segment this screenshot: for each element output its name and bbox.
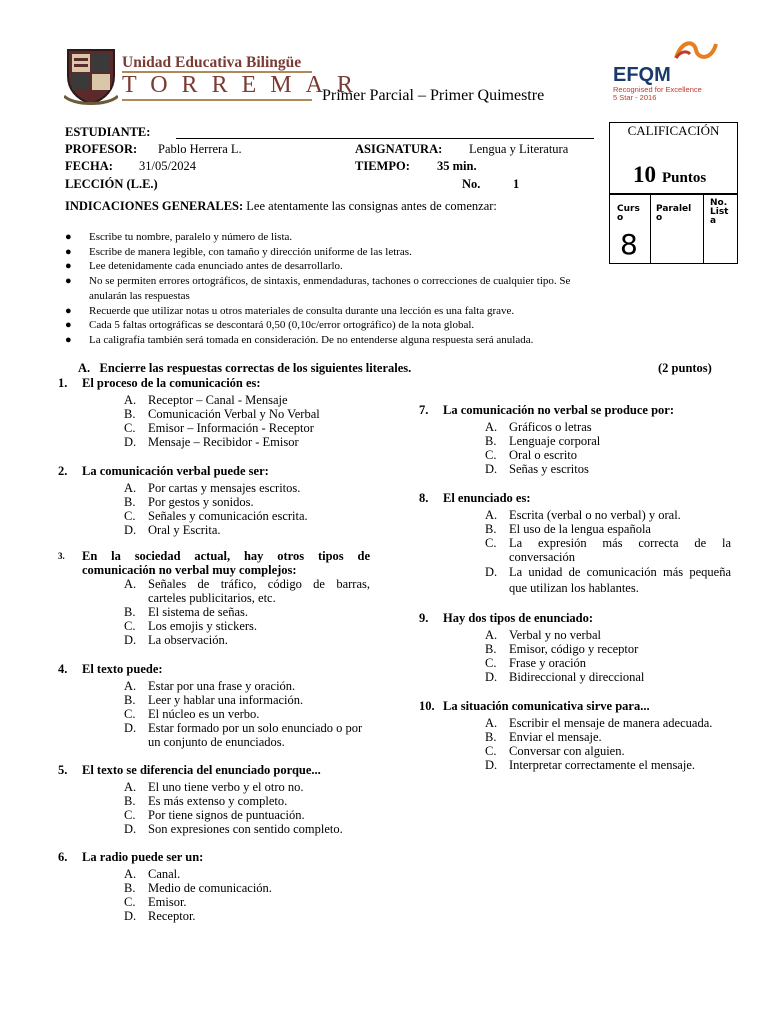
question-text: La situación comunicativa sirve para... — [443, 699, 650, 713]
question-6 — [58, 850, 370, 923]
question-number: 6. — [58, 850, 68, 864]
answer-option[interactable]: D. Son expresiones con sentido completo. — [124, 822, 343, 836]
answer-option[interactable]: A. Receptor – Canal - Mensaje — [124, 393, 288, 407]
grade-divider-vertical-1 — [650, 193, 651, 264]
answer-option[interactable]: A. Estar por una frase y oración. — [124, 679, 296, 693]
teacher-label: PROFESOR: — [65, 142, 138, 156]
instruction-item: ● Lee detenidamente cada enunciado antes de desarrollarlo. — [65, 259, 610, 274]
question-2 — [58, 464, 370, 537]
list-number-label: No. Lista — [710, 198, 729, 226]
instruction-item: ● La caligrafía también será tomada en consideración. De no entenderse alguna respuesta será anulada. — [65, 333, 610, 348]
school-name-underline — [122, 99, 312, 101]
question-number: 3. — [58, 551, 65, 561]
question-4 — [58, 662, 370, 749]
question-number: 4. — [58, 662, 68, 676]
question-number: 1. — [58, 376, 68, 390]
answer-option[interactable]: D. Oral y Escrita. — [124, 523, 221, 537]
answer-option[interactable]: C. Los emojis y stickers. — [124, 619, 258, 633]
answer-option[interactable]: C. La expresión más correcta de la conversación — [485, 536, 731, 564]
question-text: El texto se diferencia del enunciado porque... — [82, 763, 321, 777]
answer-option[interactable]: B. Enviar el mensaje. — [485, 730, 602, 744]
efqm-recognition — [613, 86, 702, 102]
answer-option[interactable]: D. La observación. — [124, 633, 228, 647]
answer-option[interactable]: C. Conversar con alguien. — [485, 744, 625, 758]
grade-divider-horizontal — [609, 193, 738, 195]
question-7 — [419, 403, 731, 476]
answer-option[interactable]: B. Lenguaje corporal — [485, 434, 601, 448]
instructions-heading — [65, 199, 497, 214]
answer-option[interactable]: D. Receptor. — [124, 909, 196, 923]
answer-option[interactable]: A. Escribir el mensaje de manera adecuada. — [485, 716, 713, 730]
question-3 — [58, 549, 370, 647]
course-value: 8 — [620, 228, 638, 261]
grade-title: CALIFICACIÓN — [627, 123, 720, 138]
question-text: La comunicación verbal puede ser: — [82, 464, 269, 478]
answer-option[interactable]: D. Mensaje – Recibidor - Emisor — [124, 435, 299, 449]
answer-option[interactable]: C. El núcleo es un verbo. — [124, 707, 260, 721]
answer-option[interactable]: B. Leer y hablar una información. — [124, 693, 304, 707]
efqm-logo-text: EFQM — [613, 64, 671, 86]
date-label: FECHA: — [65, 159, 113, 173]
answer-option[interactable]: C. Frase y oración — [485, 656, 587, 670]
lesson-label: LECCIÓN (L.E.) — [65, 177, 158, 191]
answer-option[interactable]: B. Medio de comunicación. — [124, 881, 272, 895]
instruction-item: ● Escribe de manera legible, con tamaño y dirección uniforme de las letras. — [65, 245, 610, 260]
section-title: A. Encierre las respuestas correctas de los siguientes literales. — [78, 361, 412, 375]
instructions-list — [65, 230, 610, 348]
parallel-label: Paralelo — [656, 204, 692, 223]
subject-label: ASIGNATURA: — [355, 142, 443, 156]
answer-option[interactable]: B. Comunicación Verbal y No Verbal — [124, 407, 320, 421]
school-crest-logo — [64, 46, 118, 106]
instruction-item: ● No se permiten errores ortográficos, de sintaxis, enmendaduras, tachones o correcciones de cualquier tipo. Se anularán las respuestas — [65, 274, 610, 303]
instruction-item: ● Recuerde que utilizar notas u otros materiales de consulta durante una lección es una falta grave. — [65, 304, 610, 319]
answer-option[interactable]: A. Canal. — [124, 867, 181, 881]
answer-option[interactable]: D. Interpretar correctamente el mensaje. — [485, 758, 695, 772]
question-number: 5. — [58, 763, 68, 777]
answer-option[interactable]: A. El uno tiene verbo y el otro no. — [124, 780, 304, 794]
grade-score: 10 — [633, 162, 656, 187]
school-name-line1: Unidad Educativa Bilingüe — [122, 54, 302, 71]
course-label: Curso — [617, 204, 640, 223]
exam-title: Primer Parcial – Primer Quimestre — [322, 87, 545, 104]
section-points: (2 puntos) — [658, 361, 712, 375]
question-text: El enunciado es: — [443, 491, 531, 505]
time-value: 35 min. — [437, 159, 477, 173]
instructions-label: INDICACIONES GENERALES: — [65, 199, 244, 213]
answer-option[interactable]: D. La unidad de comunicación más pequeña que utilizan los hablantes. — [485, 565, 731, 595]
teacher-value: Pablo Herrera L. — [158, 142, 242, 156]
question-10 — [419, 699, 731, 772]
lesson-no-label: No. — [462, 177, 481, 191]
question-text: La comunicación no verbal se produce por: — [443, 403, 675, 417]
question-text: En la sociedad actual, hay otros tipos de comunicación no verbal muy complejos: — [82, 549, 370, 577]
grade-divider-vertical-2 — [703, 193, 704, 264]
lesson-no-value: 1 — [513, 177, 520, 191]
question-9 — [419, 611, 731, 684]
answer-option[interactable]: C. Por tiene signos de puntuación. — [124, 808, 305, 822]
question-1 — [58, 376, 370, 449]
question-5 — [58, 763, 370, 836]
question-number: 2. — [58, 464, 68, 478]
instruction-item: ● Escribe tu nombre, paralelo y número de lista. — [65, 230, 610, 245]
instruction-item: ● Cada 5 faltas ortográficas se descontará 0,50 (0,10c/error ortográfico) de la nota global. — [65, 318, 610, 333]
answer-option[interactable]: B. Por gestos y sonidos. — [124, 495, 254, 509]
date-value: 31/05/2024 — [139, 159, 196, 173]
student-underline — [176, 138, 594, 139]
answer-option[interactable]: C. Oral o escrito — [485, 448, 578, 462]
efqm-swoosh-icon — [672, 38, 720, 64]
answer-option[interactable]: A. Escrita (verbal o no verbal) y oral. — [485, 508, 681, 522]
question-number: 9. — [419, 611, 429, 625]
question-text: El proceso de la comunicación es: — [82, 376, 261, 390]
subject-value: Lengua y Literatura — [469, 142, 569, 156]
question-text: Hay dos tipos de enunciado: — [443, 611, 594, 625]
answer-option[interactable]: C. Emisor. — [124, 895, 187, 909]
student-label: ESTUDIANTE: — [65, 125, 151, 139]
answer-option[interactable]: D. Señas y escritos — [485, 462, 589, 476]
grade-score-unit: Puntos — [662, 170, 707, 186]
school-name-line2: TORREMAR — [122, 72, 367, 98]
answer-option[interactable]: A. Señales de tráfico, código de barras, carteles publicitarios, etc. — [124, 577, 370, 605]
question-text: El texto puede: — [82, 662, 163, 676]
answer-option[interactable]: B. El sistema de señas. — [124, 605, 248, 619]
instructions-text: Lee atentamente las consignas antes de comenzar: — [246, 199, 497, 213]
answer-option[interactable]: D. Estar formado por un solo enunciado o por un conjunto de enunciados. — [124, 721, 363, 749]
efqm-recognition-line1: Recognised for Excellence — [613, 85, 702, 94]
time-label: TIEMPO: — [355, 159, 410, 173]
answer-option[interactable]: A. Verbal y no verbal — [485, 628, 601, 642]
answer-option[interactable]: A. Gráficos o letras — [485, 420, 592, 434]
answer-option[interactable]: D. Bidireccional y direccional — [485, 670, 645, 684]
answer-option[interactable]: B. El uso de la lengua española — [485, 522, 651, 536]
answer-option[interactable]: C. Emisor – Información - Receptor — [124, 421, 314, 435]
answer-option[interactable]: C. Señales y comunicación escrita. — [124, 509, 308, 523]
efqm-recognition-line2: 5 Star - 2016 — [613, 93, 657, 102]
question-number: 7. — [419, 403, 429, 417]
question-text: La radio puede ser un: — [82, 850, 204, 864]
question-number: 10. — [419, 699, 435, 713]
question-8 — [419, 491, 731, 596]
question-number: 8. — [419, 491, 429, 505]
answer-option[interactable]: B. Emisor, código y receptor — [485, 642, 639, 656]
answer-option[interactable]: A. Por cartas y mensajes escritos. — [124, 481, 301, 495]
answer-option[interactable]: B. Es más extenso y completo. — [124, 794, 288, 808]
